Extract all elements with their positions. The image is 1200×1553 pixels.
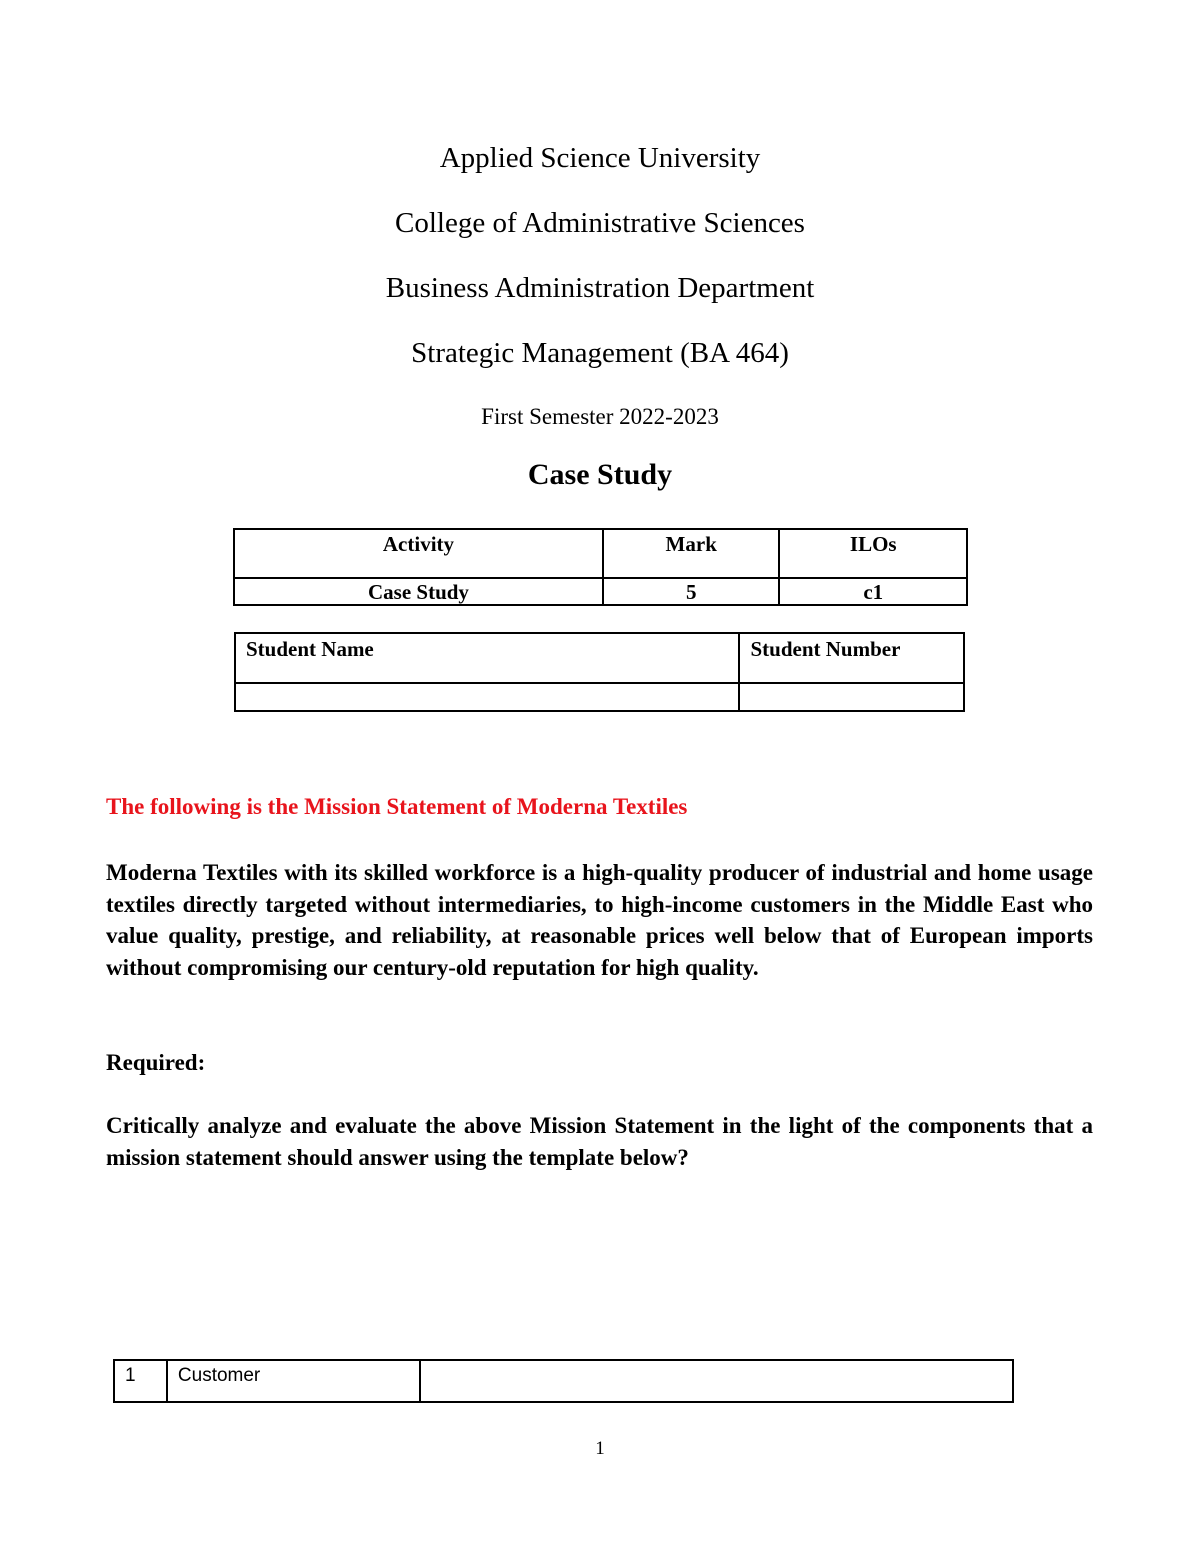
answer-cell[interactable]	[420, 1360, 1013, 1402]
task-instruction: Critically analyze and evaluate the above Mission Statement in the light of the components that a mission statement should answer using the template below?	[106, 1113, 1093, 1170]
table-row	[235, 683, 964, 711]
table-row	[114, 1360, 1013, 1402]
student-number-field[interactable]	[739, 683, 964, 711]
page-number: 1	[595, 1438, 605, 1459]
mission-statement: Moderna Textiles with its skilled workforce is a high-quality producer of industrial and home usage textiles directly targeted without intermediaries, to high-income customers in the Middle East who value quality, prestige, and reliability, at reasonable prices well below that of European imports without compromising our century-old reputation for high quality.	[106, 860, 1093, 980]
table-header-row	[235, 633, 964, 683]
ilos-header: ILOs	[779, 529, 967, 578]
student-number-header: Student Number	[739, 633, 964, 683]
activity-table	[233, 528, 968, 606]
row-number-cell: 1	[114, 1360, 167, 1402]
course-title: Strategic Management (BA 464)	[411, 337, 789, 369]
activity-cell: Case Study	[234, 578, 603, 605]
college-name: College of Administrative Sciences	[395, 207, 805, 239]
mission-heading: The following is the Mission Statement of Moderna Textiles	[106, 794, 688, 819]
component-cell: Customer	[167, 1360, 421, 1402]
mark-header: Mark	[603, 529, 780, 578]
required-label: Required:	[106, 1050, 206, 1075]
table-header-row	[234, 529, 967, 578]
student-name-field[interactable]	[235, 683, 739, 711]
mark-cell: 5	[603, 578, 780, 605]
document-title: Case Study	[527, 458, 673, 491]
mission-template-table	[113, 1359, 1014, 1403]
activity-header: Activity	[234, 529, 603, 578]
ilos-cell: c1	[779, 578, 967, 605]
student-name-header: Student Name	[235, 633, 739, 683]
department-name: Business Administration Department	[385, 272, 815, 304]
university-name: Applied Science University	[439, 142, 761, 174]
semester-label: First Semester 2022-2023	[481, 404, 719, 429]
table-row	[234, 578, 967, 605]
student-info-table	[234, 632, 965, 712]
